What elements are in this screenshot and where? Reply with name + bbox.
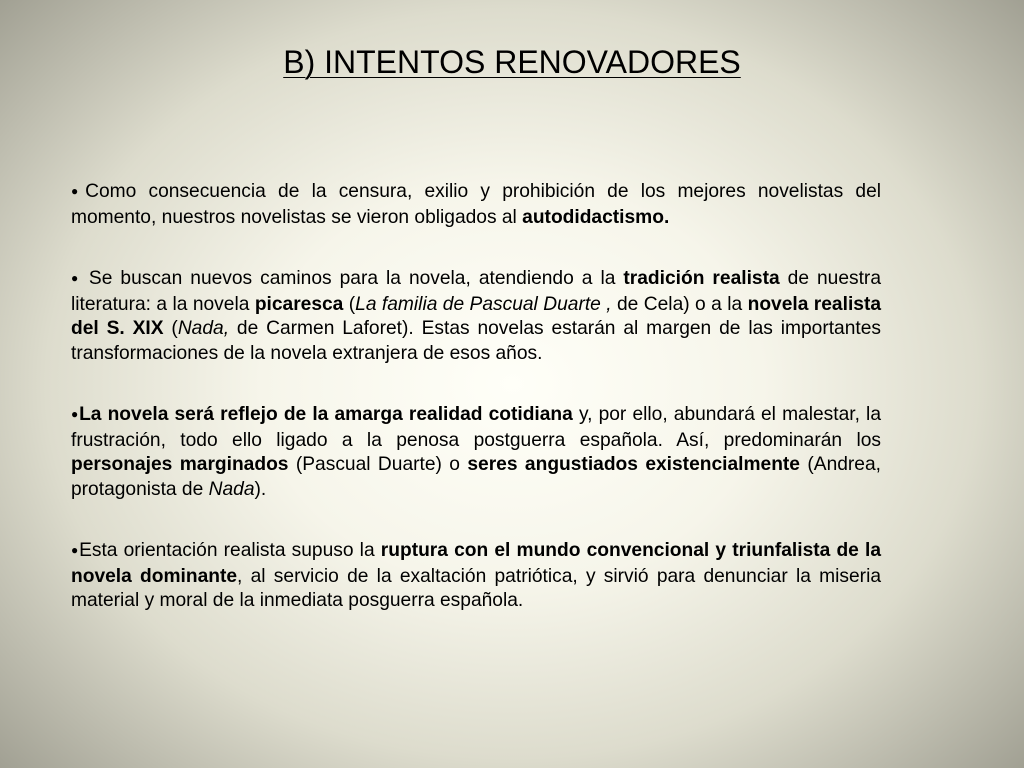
paragraph-censorship [71, 180, 881, 230]
text-segment: autodidactismo. [522, 206, 670, 228]
text-segment: ( [163, 318, 178, 339]
bullet-icon: ● [71, 543, 80, 557]
text-segment: picaresca [254, 293, 344, 315]
text-segment: y, por ello, abundará el malestar, la frustración, todo ello ligado a la penosa postguerra española. Así, predominarán los [71, 404, 881, 451]
text-segment: ( [343, 293, 356, 315]
text-segment: seres angustiados existencialmente [467, 454, 800, 475]
text-segment: Nada, [177, 318, 230, 339]
text-segment: Se buscan nuevos caminos para la novela, atendiendo a la [80, 268, 624, 289]
text-segment: La novela será reflejo de la amarga realidad cotidiana [79, 404, 573, 425]
text-segment: de Cela) o a la [611, 293, 748, 315]
text-segment: , al servicio de la exaltación patriótica, y sirvió para denunciar la miseria material y moral de la inmediata posguerra española. [71, 565, 882, 611]
paragraph-bitter-reality [71, 403, 881, 502]
slide-body [71, 180, 881, 651]
text-segment: ruptura con el mundo convencional y triunfalista de la novela dominante [71, 540, 881, 587]
text-segment: Nada [208, 478, 255, 500]
text-segment: Como consecuencia de la censura, exilio y prohibición de los mejores novelistas del momento, nuestros novelistas se vieron obligados al [71, 181, 881, 228]
paragraph-realist-rupture [71, 539, 881, 614]
text-segment: de nuestra literatura: a la novela [71, 268, 881, 315]
bullet-icon: ● [71, 407, 80, 421]
bullet-icon: ● [71, 271, 81, 285]
bullet-icon: ● [71, 184, 86, 198]
text-segment: novela realista del S. XIX [71, 293, 882, 339]
text-segment: La familia de Pascual Duarte , [355, 293, 612, 315]
text-segment: (Pascual Duarte) o [288, 454, 468, 475]
text-segment: (Andrea, protagonista de [71, 454, 881, 500]
text-segment: Esta orientación realista supuso la [79, 540, 381, 561]
paragraph-new-paths [71, 267, 881, 366]
text-segment: de Carmen Laforet). Estas novelas estarán al margen de las importantes transformaciones de la novela extranjera de esos años. [71, 318, 881, 364]
text-segment: personajes marginados [71, 454, 289, 475]
slide-title: B) INTENTOS RENOVADORES [283, 44, 741, 80]
text-segment: ). [254, 478, 267, 500]
text-segment: tradición realista [623, 268, 780, 289]
